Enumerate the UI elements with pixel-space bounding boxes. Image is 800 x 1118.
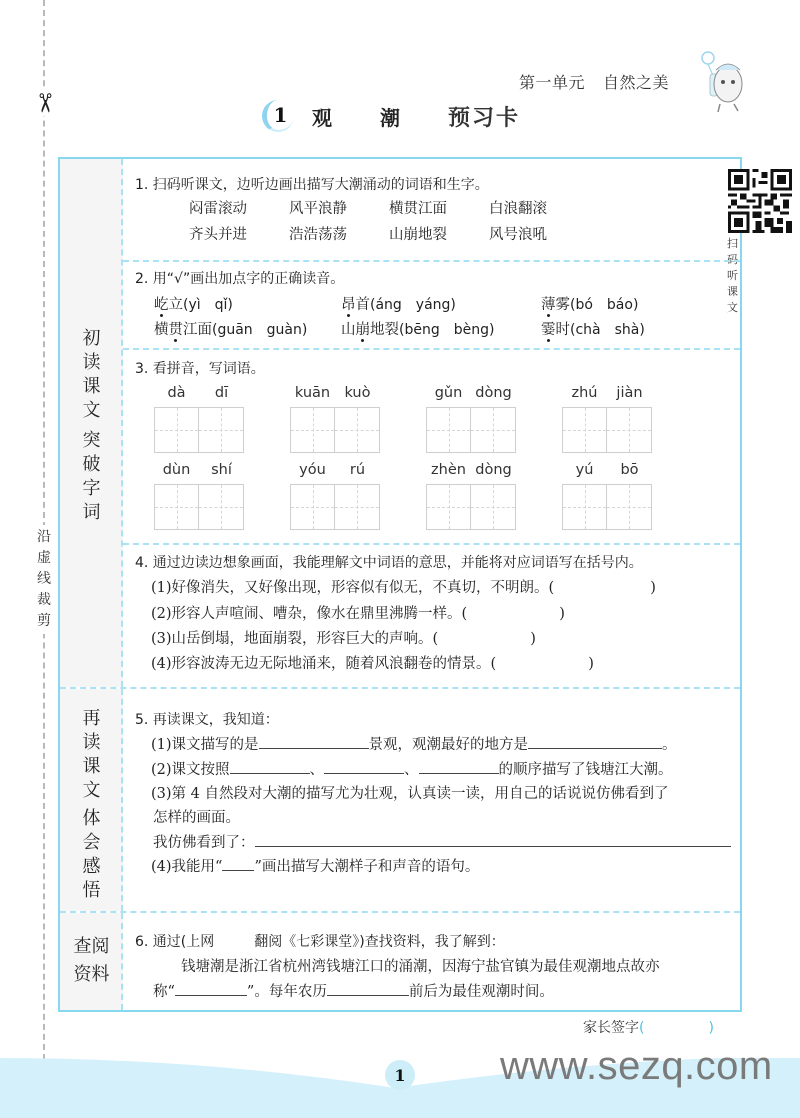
section-label <box>60 933 123 989</box>
answer-blank[interactable] <box>259 733 369 749</box>
q2-prompt: 2. 用“√”画出加点字的正确读音。 <box>135 271 345 287</box>
section-first-reading <box>60 159 740 687</box>
pinyin-options[interactable]: (guān guàn) <box>212 322 308 338</box>
q5-text: 。 <box>662 737 677 753</box>
mascot-icon <box>698 48 750 114</box>
section-label-bottom <box>60 807 123 903</box>
q4-item-3 <box>151 628 536 650</box>
grid-cell[interactable] <box>335 484 380 530</box>
paren-close: ) <box>530 631 536 647</box>
pinyin-pair <box>562 385 652 401</box>
section-label-column <box>60 159 123 687</box>
answer-blank[interactable] <box>419 758 499 774</box>
qr-code-label: 扫码听课文 <box>727 237 738 314</box>
q5-text: 、 <box>404 762 419 778</box>
pinyin-options[interactable]: (bēng bèng) <box>399 322 495 338</box>
label-char: 词 <box>82 502 101 523</box>
q6-prompt <box>135 931 505 953</box>
q5-text: 的顺序描写了钱塘江大潮。 <box>498 762 673 778</box>
pinyin-syllable: dà <box>167 385 186 401</box>
vocab-word: 浩浩荡荡 <box>289 227 347 243</box>
pronunciation-item: 横贯江面(guān guàn) <box>154 322 308 338</box>
q5-item-4 <box>151 855 479 878</box>
label-char: 文 <box>82 780 101 801</box>
dotted-char: 昂 <box>341 297 356 313</box>
writing-grid[interactable] <box>154 407 244 453</box>
pinyin-pair <box>290 462 380 478</box>
label-char: 文 <box>82 400 101 421</box>
cut-label-char: 裁 <box>37 592 51 608</box>
parent-signature-label: 家长签字 <box>583 1020 639 1036</box>
label-char: 悟 <box>82 880 101 901</box>
label-char: 初 <box>82 328 101 349</box>
answer-blank[interactable] <box>230 758 310 774</box>
pinyin-syllable: dī <box>214 385 229 401</box>
scissors-icon: ✂ <box>27 90 61 116</box>
pronunciation-item: 山崩地裂(bēng bèng) <box>341 322 495 338</box>
section-content <box>123 913 740 1010</box>
q1-word-row-2 <box>189 222 589 248</box>
q4-prompt: 4. 通过边读边想象画面，我能理解文中词语的意思，并能将对应词语写在括号内。 <box>135 555 643 571</box>
pinyin-syllable: dùn <box>162 462 191 478</box>
label-char: 读 <box>82 352 101 373</box>
q4-item-1 <box>151 577 656 599</box>
lesson-number-badge: 1 <box>262 100 294 132</box>
parent-signature <box>583 1017 714 1037</box>
q5-text: ”画出描写大潮样子和声音的语句。 <box>254 859 480 875</box>
grid-cell[interactable] <box>290 407 335 453</box>
cut-label-char: 剪 <box>37 613 51 629</box>
pinyin-options[interactable]: (yì qǐ) <box>183 297 233 313</box>
page-number: 1 <box>385 1060 415 1090</box>
grid-cell[interactable] <box>562 484 607 530</box>
pinyin-syllable: shí <box>211 462 232 478</box>
row-divider <box>123 543 740 545</box>
section-label-bottom <box>60 429 123 525</box>
grid-cell[interactable] <box>607 407 652 453</box>
cut-label-char: 线 <box>37 571 51 587</box>
pinyin-options[interactable]: (áng yáng) <box>370 297 456 313</box>
q5-answer-line <box>153 831 731 854</box>
paren-close: ) <box>650 580 656 596</box>
q6-paragraph-line-1: 钱塘潮是浙江省杭州湾钱塘江口的涌潮，因海宁盐官镇为最佳观潮地点故亦 <box>181 959 660 975</box>
pinyin-pair <box>154 462 244 478</box>
q4-item-text: (4)形容波涛无边无际地涌来，随着风浪翻卷的情景。 <box>151 656 491 672</box>
label-char: 会 <box>82 832 101 853</box>
q5-item-3: (3)第 4 自然段对大潮的描写尤为壮观，认真读一读，用自己的话说说仿佛看到了 <box>151 786 669 802</box>
vocab-word: 山崩地裂 <box>389 227 447 243</box>
pinyin-syllable: dòng <box>475 462 512 478</box>
label-char: 体 <box>82 808 101 829</box>
pronunciation-item: 屹立(yì qǐ) <box>154 297 233 313</box>
grid-cell[interactable] <box>154 407 199 453</box>
pronunciation-item: 昂首(áng yáng) <box>341 297 456 313</box>
writing-grid[interactable] <box>290 407 380 453</box>
vocab-word: 白浪翻滚 <box>489 201 547 217</box>
pinyin-pair <box>426 462 516 478</box>
label-char: 破 <box>82 454 101 475</box>
vocab-word: 横贯江面 <box>389 201 447 217</box>
q6-text: ”。每年农历 <box>246 984 327 1000</box>
grid-cell[interactable] <box>199 407 244 453</box>
pinyin-pair <box>562 462 652 478</box>
writing-grid[interactable] <box>290 484 380 530</box>
section-label-column <box>60 689 123 911</box>
grid-cell[interactable] <box>471 407 516 453</box>
q6-paragraph-line-2 <box>153 980 554 1003</box>
pinyin-syllable: kuò <box>344 385 371 401</box>
grid-cell[interactable] <box>426 407 471 453</box>
label-char: 再 <box>82 708 101 729</box>
pinyin-syllable: rú <box>349 462 366 478</box>
q6-text: 称“ <box>153 984 175 1000</box>
pinyin-syllable: yú <box>575 462 594 478</box>
paren-close: ) <box>588 656 594 672</box>
watermark: www.sezq.com <box>500 1044 773 1088</box>
answer-blank[interactable] <box>324 758 404 774</box>
vocab-word: 齐头并进 <box>189 227 247 243</box>
grid-cell[interactable] <box>290 484 335 530</box>
qr-code-icon[interactable] <box>728 169 792 233</box>
pinyin-syllable: bō <box>620 462 639 478</box>
pronunciation-item: 霎时(chà shà) <box>541 322 645 338</box>
dotted-char: 薄 <box>541 297 556 313</box>
pinyin-pair <box>426 385 516 401</box>
section-content <box>123 159 740 687</box>
lesson-title: 观潮 <box>312 105 448 130</box>
dotted-char: 崩 <box>355 322 370 338</box>
q5-item-1 <box>151 733 677 756</box>
q6-text: 前后为最佳观潮时间。 <box>408 984 554 1000</box>
q5-item-2 <box>151 758 673 781</box>
grid-cell[interactable] <box>607 484 652 530</box>
answer-blank[interactable] <box>255 831 731 847</box>
label-char: 课 <box>82 756 101 777</box>
grid-cell[interactable] <box>335 407 380 453</box>
writing-grid[interactable] <box>154 484 244 530</box>
vocab-word: 风号浪吼 <box>489 227 547 243</box>
section-second-reading <box>60 687 740 911</box>
q4-item-text: (1)好像消失，又好像出现，形容似有似无，不真切，不明朗。 <box>151 580 549 596</box>
unit-label: 第一单元 <box>519 73 586 92</box>
cut-label-char: 沿 <box>37 529 51 545</box>
row-divider <box>123 260 740 262</box>
q3-prompt: 3. 看拼音，写词语。 <box>135 361 265 377</box>
pinyin-pair <box>154 385 244 401</box>
section-content <box>123 689 740 911</box>
pinyin-options[interactable]: (bó báo) <box>570 297 639 313</box>
q5-text: (2)课文按照 <box>151 762 230 778</box>
answer-blank[interactable] <box>327 980 409 996</box>
q5-prompt: 5. 再读课文，我知道： <box>135 712 279 728</box>
paren-open: ( <box>461 606 468 622</box>
answer-blank[interactable] <box>528 733 662 749</box>
label-char: 读 <box>82 732 101 753</box>
unit-theme: 自然之美 <box>603 73 670 92</box>
q5-text: (1)课文描写的是 <box>151 737 259 753</box>
grid-cell[interactable] <box>426 484 471 530</box>
q5-text: (4)我能用“ <box>151 859 223 875</box>
q5-text: 景观，观潮最好的地方是 <box>368 737 529 753</box>
cut-label-char: 虚 <box>37 550 51 566</box>
grid-cell[interactable] <box>199 484 244 530</box>
q6-text: 6. 通过(上网 <box>135 934 215 950</box>
q4-item-4 <box>151 653 594 675</box>
q6-text: 翻阅《七彩课堂》)查找资料，我了解到： <box>254 934 505 950</box>
q4-item-text: (3)山岳倒塌，地面崩裂，形容巨大的声响。 <box>151 631 433 647</box>
lesson-title-row <box>262 98 520 134</box>
writing-grid[interactable] <box>426 484 516 530</box>
q5-text: 我仿佛看到了： <box>153 835 255 851</box>
paren-open: ( <box>639 1020 645 1036</box>
pronunciation-item: 薄雾(bó báo) <box>541 297 639 313</box>
section-label-top <box>60 327 123 423</box>
section-label-top <box>60 707 123 803</box>
pinyin-syllable: yóu <box>299 462 326 478</box>
section-research <box>60 911 740 1010</box>
pinyin-syllable: dòng <box>475 385 512 401</box>
writing-grid[interactable] <box>562 407 652 453</box>
grid-cell[interactable] <box>154 484 199 530</box>
vocab-word: 闷雷滚动 <box>189 201 247 217</box>
label-line: 查阅 <box>73 936 110 957</box>
label-char: 感 <box>82 856 101 877</box>
q5-item-3-cont: 怎样的画面。 <box>153 810 240 826</box>
q1-prompt: 1. 扫码听课文，边听边画出描写大潮涌动的词语和生字。 <box>135 177 489 193</box>
pinyin-syllable: zhú <box>571 385 598 401</box>
label-char: 字 <box>82 478 101 499</box>
answer-blank[interactable] <box>222 855 254 871</box>
writing-grid[interactable] <box>426 407 516 453</box>
pinyin-pair <box>290 385 380 401</box>
writing-grid[interactable] <box>562 484 652 530</box>
section-label-column <box>60 913 123 1010</box>
row-divider <box>123 348 740 350</box>
pinyin-syllable: kuān <box>294 385 331 401</box>
pinyin-options[interactable]: (chà shà) <box>570 322 645 338</box>
label-char: 课 <box>82 376 101 397</box>
pinyin-syllable: jiàn <box>616 385 643 401</box>
vocab-word: 风平浪静 <box>289 201 347 217</box>
q1-word-row-1 <box>189 196 589 222</box>
unit-heading <box>519 70 669 93</box>
paren-open: ( <box>432 631 439 647</box>
paren-close: ) <box>708 1020 714 1036</box>
cut-instruction <box>34 525 54 634</box>
q5-text: 、 <box>309 762 325 778</box>
paren-open: ( <box>490 656 497 672</box>
paren-close: ) <box>559 606 565 622</box>
pinyin-syllable: zhèn <box>431 462 466 478</box>
dotted-char: 屹 <box>154 297 169 313</box>
dotted-char: 贯 <box>168 322 183 338</box>
dotted-char: 霎 <box>541 322 556 338</box>
card-title: 预习卡 <box>448 105 521 131</box>
pinyin-syllable: gǔn <box>434 385 463 401</box>
paren-open: ( <box>548 580 555 596</box>
label-line: 资料 <box>73 964 110 985</box>
worksheet-frame <box>58 157 742 1012</box>
q4-item-2 <box>151 603 565 625</box>
q4-item-text: (2)形容人声喧闹、嘈杂，像水在鼎里沸腾一样。 <box>151 606 462 622</box>
grid-cell[interactable] <box>471 484 516 530</box>
answer-blank[interactable] <box>175 980 247 996</box>
grid-cell[interactable] <box>562 407 607 453</box>
label-char: 突 <box>82 430 101 451</box>
